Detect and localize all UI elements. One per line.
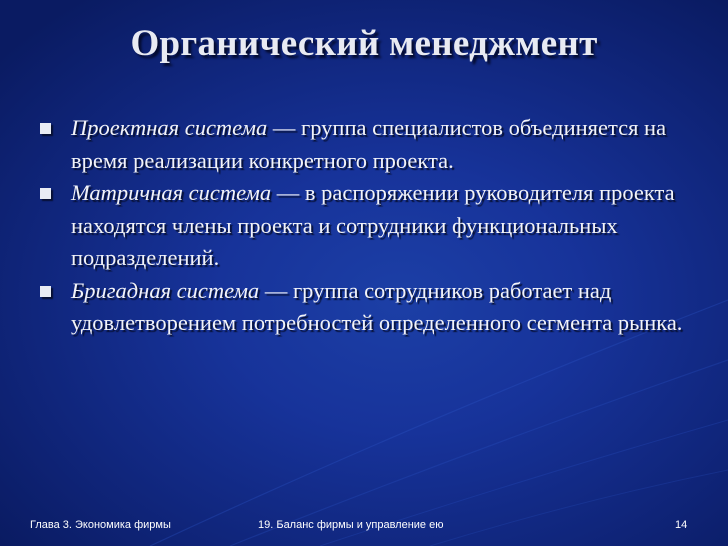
slide-title: Органический менеджмент: [130, 23, 598, 64]
bullet-text: — группа сотрудников работает над удовлетворением потребностей определенного сегмента рынка.: [71, 277, 683, 335]
bullet-item-matrix-system: [40, 177, 700, 275]
square-bullet-icon: [40, 188, 51, 199]
square-bullet-icon: [40, 123, 51, 134]
bullet-list: [40, 112, 700, 340]
bullet-text: — группа специалистов объединяется на время реализации конкретного проекта.: [71, 115, 667, 173]
square-bullet-icon: [40, 286, 51, 297]
bullet-item-project-system: [40, 112, 700, 177]
footer-section: 19. Баланс фирмы и управление ею: [258, 519, 444, 531]
footer-chapter: Глава 3. Экономика фирмы: [30, 519, 171, 531]
page-number: 14: [675, 519, 688, 531]
bullet-text: — в распоряжении руководителя проекта находятся члены проекта и сотрудники функциональных подразделений.: [71, 180, 675, 270]
bullet-term: Бригадная система: [71, 277, 260, 303]
bullet-term: Проектная система: [71, 115, 268, 140]
bullet-item-brigade-system: [40, 275, 700, 340]
bullet-term: Матричная система: [71, 180, 272, 205]
